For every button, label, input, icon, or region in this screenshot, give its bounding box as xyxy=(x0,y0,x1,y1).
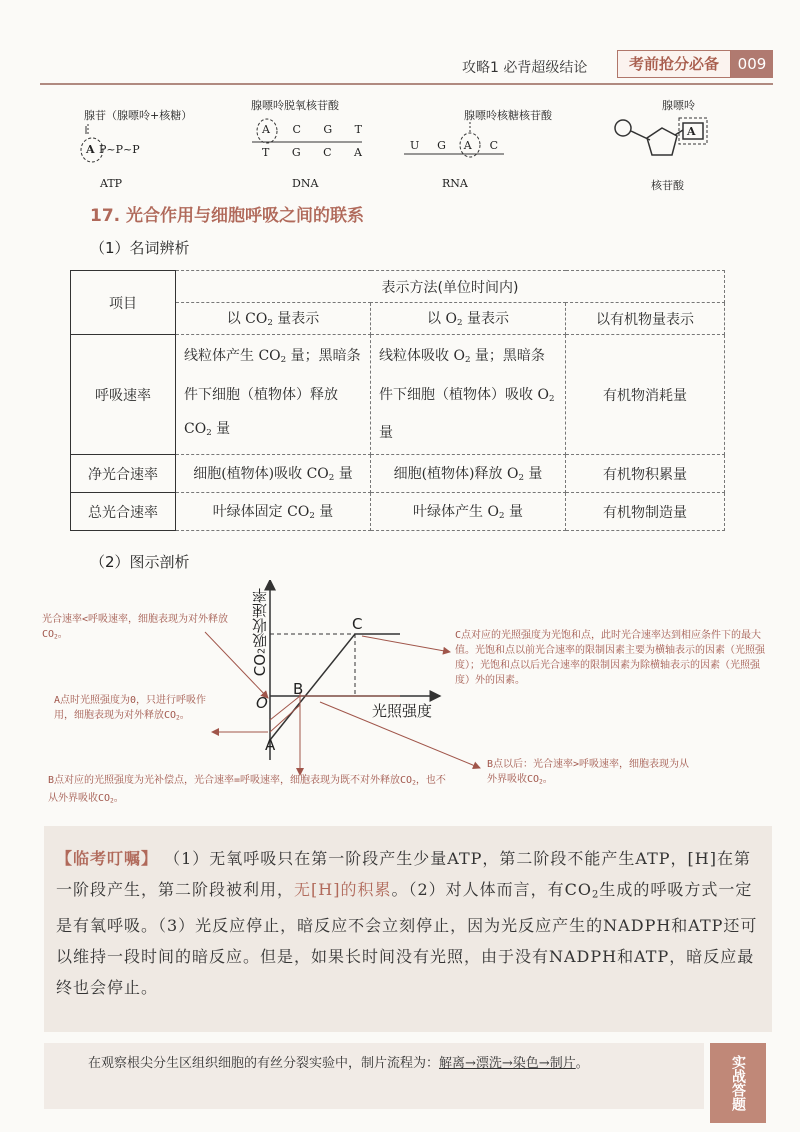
table-item-header: 项目 xyxy=(71,271,176,335)
origin-label: O xyxy=(256,694,268,712)
rna-caption: RNA xyxy=(442,177,468,190)
table-cell: 细胞(植物体)吸收 $CO_2$ 量 xyxy=(176,455,371,493)
tip-text xyxy=(56,843,760,1003)
header-guide: 攻略1 必背超级结论 xyxy=(462,60,588,76)
section-title: 17. 光合作用与细胞呼吸之间的联系 xyxy=(90,206,365,226)
tip-title: 【临考叮嘱】 xyxy=(56,849,159,868)
note-right-bottom: B点以后：光合速率>呼吸速率，细胞表现为从外界吸收$CO_2$。 xyxy=(487,759,690,786)
header-tag: 考前抢分必备 xyxy=(617,50,731,78)
nucleotide-base: A xyxy=(687,125,696,138)
nucleotide-caption: 核苷酸 xyxy=(651,179,684,192)
rna-row xyxy=(410,139,498,152)
point-b-label: B xyxy=(293,680,304,698)
table-row-name: 总光合速率 xyxy=(71,493,176,531)
nucleotide-structure-icon xyxy=(610,110,720,180)
tip-highlight: 无[H]的积累 xyxy=(294,880,392,899)
arrow-c-right xyxy=(362,636,450,652)
table-cell: 线粒体产生 $CO_2$ 量；黑暗条件下细胞（植物体）释放 $CO_2$ 量 xyxy=(176,335,371,455)
comparison-table xyxy=(70,270,725,531)
y-axis-label: $CO_2$吸收速率 xyxy=(251,588,269,677)
dna-base: G xyxy=(323,123,333,136)
page-number: 009 xyxy=(731,50,773,78)
dna-base: T xyxy=(354,123,362,136)
rna-base: G xyxy=(437,139,446,152)
note-text xyxy=(62,1053,698,1075)
table-cell: 线粒体吸收 $O_2$ 量；黑暗条件下细胞（植物体）吸收 $O_2$ 量 xyxy=(371,335,566,455)
note-prefix: 在观察根尖分生区组织细胞的有丝分裂实验中，制片流程为： xyxy=(88,1056,440,1071)
dna-top-label: 腺嘌呤脱氧核苷酸 xyxy=(251,99,339,112)
table-cell: 细胞(植物体)释放 $O_2$ 量 xyxy=(371,455,566,493)
dna-base: T xyxy=(262,146,270,159)
table-cell: 有机物制造量 xyxy=(566,493,725,531)
dna-row1 xyxy=(262,123,362,136)
table-col-header: 以 $CO_2$ 量表示 xyxy=(176,303,371,335)
dna-base: C xyxy=(292,123,301,136)
table-cell: 有机物消耗量 xyxy=(566,335,725,455)
dna-caption: DNA xyxy=(292,177,319,190)
tip-part2: 。（2）对人体而言，有$CO_2$生成的呼吸方式一定是有氧呼吸。（3）光反应停止，暗反应不会立刻停止，因为光反应产生的NADPH和ATP还可以维持一段时间的暗反应。但是，如果长时间没有光照，由于没有NADPH和ATP，暗反应最终也会停止。 xyxy=(56,880,758,998)
subsection-title-2: （2）图示剖析 xyxy=(90,553,190,571)
table-row xyxy=(71,493,725,531)
dna-base: G xyxy=(291,146,301,159)
note-suffix: 。 xyxy=(575,1056,589,1071)
table-col-header: 以有机物量表示 xyxy=(566,303,725,335)
dna-base: A xyxy=(262,123,270,136)
table-method-header: 表示方法(单位时间内) xyxy=(176,271,725,303)
subsection-title-1: （1）名词辨析 xyxy=(90,239,190,257)
table-cell: 叶绿体产生 $O_2$ 量 xyxy=(371,493,566,531)
table-row xyxy=(71,455,725,493)
table-cell: 有机物积累量 xyxy=(566,455,725,493)
note-bottom-left: B点对应的光照强度为光补偿点，光合速率=呼吸速率，细胞表现为既不对外释放$CO_2$，也不从外界吸收$CO_2$。 xyxy=(48,775,446,805)
atp-caption: ATP xyxy=(100,177,123,190)
table-row-name: 净光合速率 xyxy=(71,455,176,493)
rna-base: A xyxy=(463,139,472,152)
atp-top-label: 腺苷（腺嘌呤+核糖） xyxy=(84,109,193,122)
note-top-left: 光合速率<呼吸速率，细胞表现为对外释放$CO_2$。 xyxy=(42,614,229,641)
annotation-marks xyxy=(270,696,300,732)
rna-top-label: 腺嘌呤核糖核苷酸 xyxy=(464,109,552,122)
note-right-top: C点对应的光照强度为光饱和点，此时光合速率达到相应条件下的最大值。光饱和点以前光合速率的限制因素主要为横轴表示的因素（光照强度）；光饱和点以后光合速率的限制因素为除横轴表示的因素（光照强度）外的因素。 xyxy=(455,630,765,686)
table-col-header: 以 $O_2$ 量表示 xyxy=(371,303,566,335)
table-row xyxy=(71,335,725,455)
rna-base: U xyxy=(410,139,420,152)
side-tab: 实战答题 xyxy=(710,1043,766,1123)
table-row-name: 呼吸速率 xyxy=(71,335,176,455)
dna-base: C xyxy=(323,146,332,159)
tip-part1: （1）无氧呼吸只在第一阶段产生少量ATP，第二阶段不能产生ATP，[H]在第一阶段产生，第二阶段被利用， xyxy=(56,849,751,899)
dna-row2 xyxy=(262,146,362,159)
x-axis-label: 光照强度 xyxy=(372,702,433,720)
note-mid-left: A点时光照强度为0，只进行呼吸作用，细胞表现为对外释放$CO_2$。 xyxy=(54,695,207,722)
dna-base: A xyxy=(354,146,362,159)
nucleotide-top-label: 腺嘌呤 xyxy=(662,99,695,112)
table-cell: 叶绿体固定 $CO_2$ 量 xyxy=(176,493,371,531)
atp-tail: P~P~P xyxy=(99,143,140,156)
point-a-label: A xyxy=(265,736,276,754)
rna-base: C xyxy=(489,139,498,152)
photosynthesis-curve xyxy=(270,634,400,740)
atp-base: A xyxy=(86,143,95,156)
note-flow: 解离→漂洗→染色→制片 xyxy=(439,1056,576,1071)
molecule-diagrams xyxy=(0,0,800,200)
point-c-label: C xyxy=(352,615,363,633)
